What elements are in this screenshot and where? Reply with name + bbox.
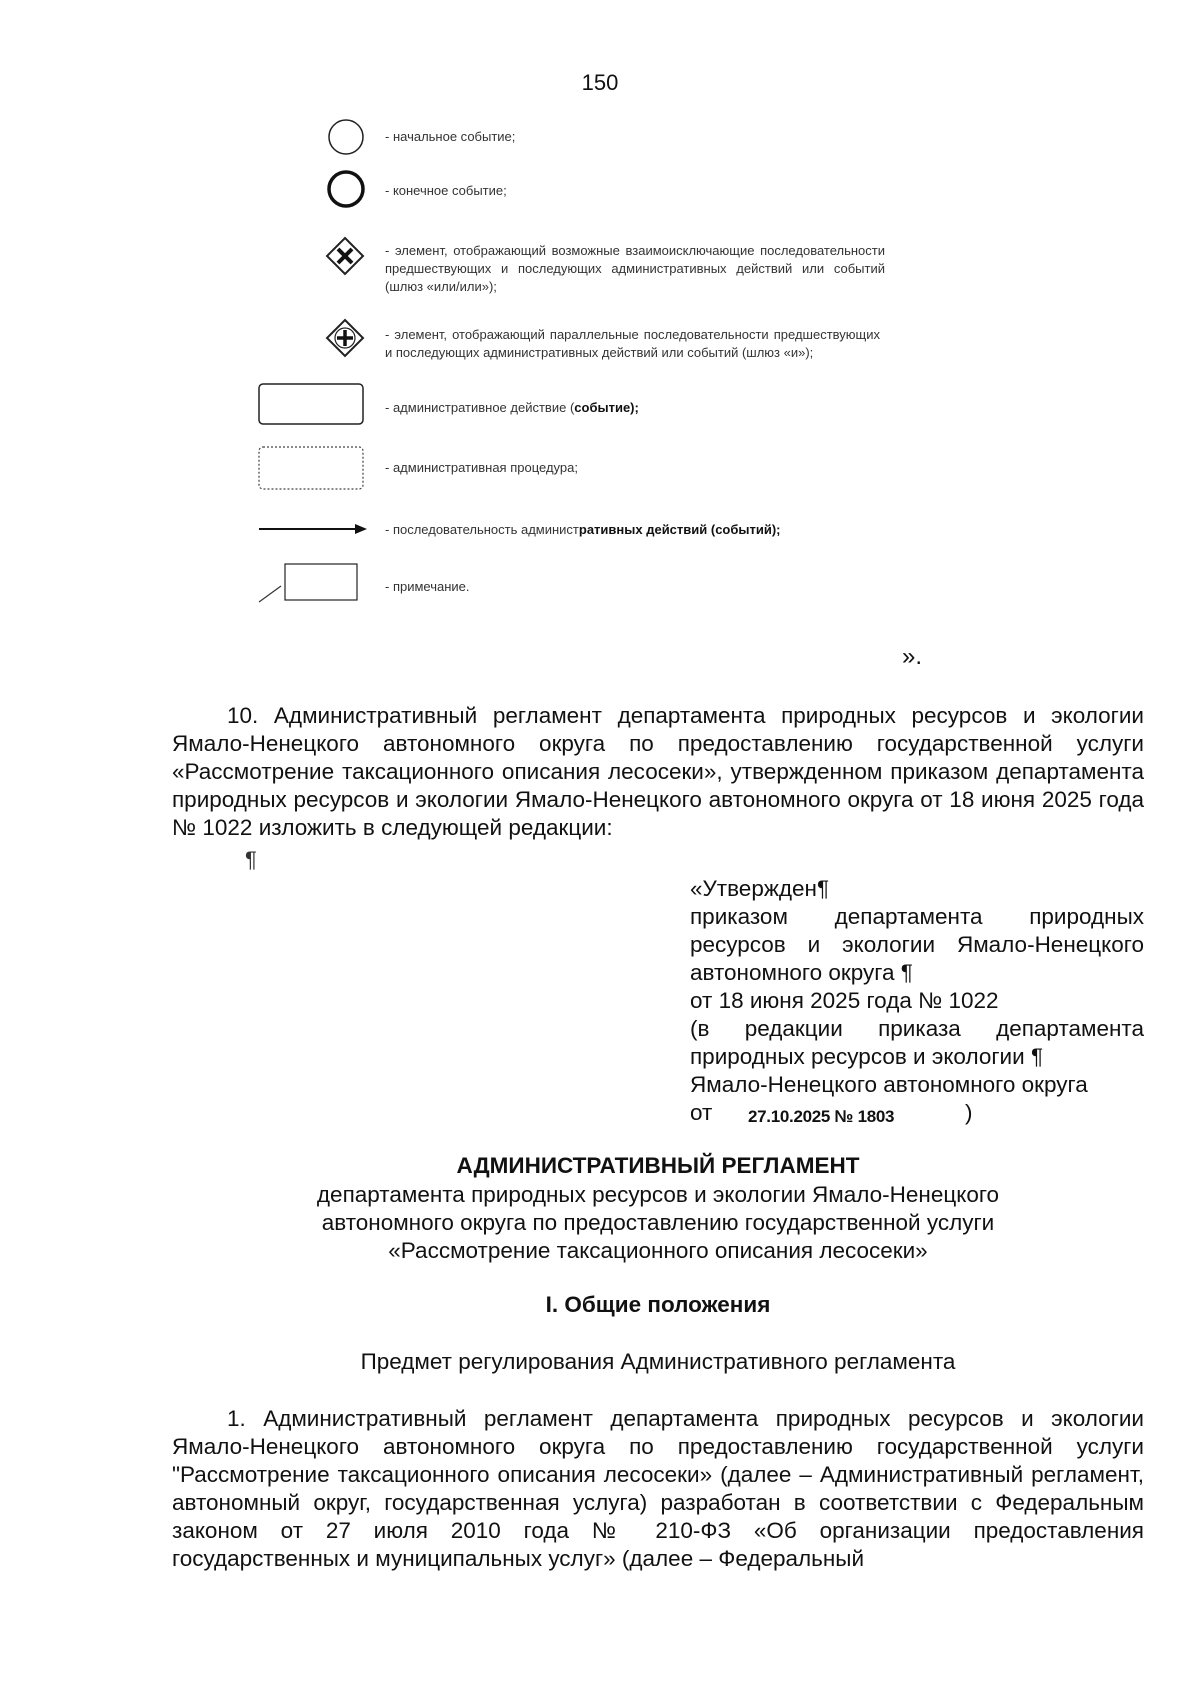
start-event-icon bbox=[325, 116, 367, 158]
legend-text-sequence: - последовательность административных действий (событий); bbox=[385, 522, 781, 537]
exclusive-gateway-icon bbox=[325, 236, 365, 276]
note-icon bbox=[257, 562, 361, 606]
parallel-gateway-icon bbox=[325, 318, 365, 358]
approval-line-1: «Утвержден¶ bbox=[690, 876, 830, 901]
approval-line-3: ресурсов и экологии Ямало-Ненецкого bbox=[690, 932, 1144, 957]
approval-date-line bbox=[690, 1099, 1144, 1127]
approval-line-2: приказом департамента природных bbox=[690, 904, 1144, 929]
regulation-subtitle-line-2: автономного округа по предоставлению государственной услуги bbox=[321, 1210, 995, 1235]
regulation-title: АДМИНИСТРАТИВНЫЙ РЕГЛАМЕНТ bbox=[456, 1153, 860, 1178]
legend-text-exclusive-gateway: - элемент, отображающий возможные взаимоисключающие последовательности предшествующих и последующих административных действий или событий (шлюз «или/или»); bbox=[385, 243, 885, 294]
section-heading: I. Общие положения bbox=[545, 1292, 771, 1317]
approval-line-5: от 18 июня 2025 года № 1022 bbox=[690, 988, 999, 1013]
approval-line-4: автономного округа ¶ bbox=[690, 960, 913, 985]
paragraph-10: 10. Административный регламент департамента природных ресурсов и экологии Ямало-Ненецкого автономного округа по предоставлению государственной услуги «Рассмотрение таксационного описания лесосеки», утвержденном приказом департамента природных ресурсов и экологии Ямало-Ненецкого автономного округа от 18 июня 2025 года № 1022 изложить в следующей редакции: bbox=[172, 703, 1144, 840]
approval-line-6: (в редакции приказа департамента bbox=[690, 1016, 1144, 1041]
approval-line-7: природных ресурсов и экологии ¶ bbox=[690, 1044, 1044, 1069]
sequence-arrow-icon bbox=[257, 521, 369, 537]
legend-text-procedure: - административная процедура; bbox=[385, 460, 578, 475]
closing-quote: ». bbox=[902, 643, 923, 670]
approval-date-value: 27.10.2025 № 1803 bbox=[748, 1107, 895, 1126]
legend-text-start-event: - начальное событие; bbox=[385, 129, 516, 144]
approval-date-suffix: ) bbox=[965, 1100, 973, 1125]
regulation-subtitle bbox=[172, 1181, 1144, 1265]
legend-text-action: - административное действие (событие); bbox=[385, 400, 639, 415]
regulation-subtitle-line-3: «Рассмотрение таксационного описания лесосеки» bbox=[388, 1238, 928, 1263]
end-event-icon bbox=[325, 168, 367, 210]
paragraph-1: 1. Административный регламент департамента природных ресурсов и экологии Ямало-Ненецкого автономного округа по предоставлению государственной услуги "Рассмотрение таксационного описания лесосеки» (далее – Административный регламент, автономный округ, государственная услуга) разработан в соответствии с Федеральным законом от 27 июля 2010 года № 210-ФЗ «Об организации предоставления государственных и муниципальных услуг» (далее – Федеральный bbox=[172, 1406, 1144, 1571]
procedure-box-icon bbox=[257, 445, 365, 491]
legend-text-parallel-gateway: - элемент, отображающий параллельные последовательности предшествующих и последующих административных действий или событий (шлюз «и»); bbox=[385, 327, 880, 360]
regulation-subtitle-line-1: департамента природных ресурсов и экологии Ямало-Ненецкого bbox=[316, 1182, 1000, 1207]
pilcrow-mark: ¶ bbox=[245, 847, 257, 872]
subject-heading: Предмет регулирования Административного регламента bbox=[360, 1349, 956, 1374]
legend-text-note: - примечание. bbox=[385, 579, 470, 594]
approval-line-8: Ямало-Ненецкого автономного округа bbox=[690, 1072, 1088, 1097]
legend-text-end-event: - конечное событие; bbox=[385, 183, 507, 198]
action-box-icon bbox=[257, 382, 365, 426]
approval-block bbox=[690, 875, 1144, 1127]
page-number: 150 bbox=[581, 70, 619, 95]
approval-date-prefix: от bbox=[690, 1100, 713, 1125]
